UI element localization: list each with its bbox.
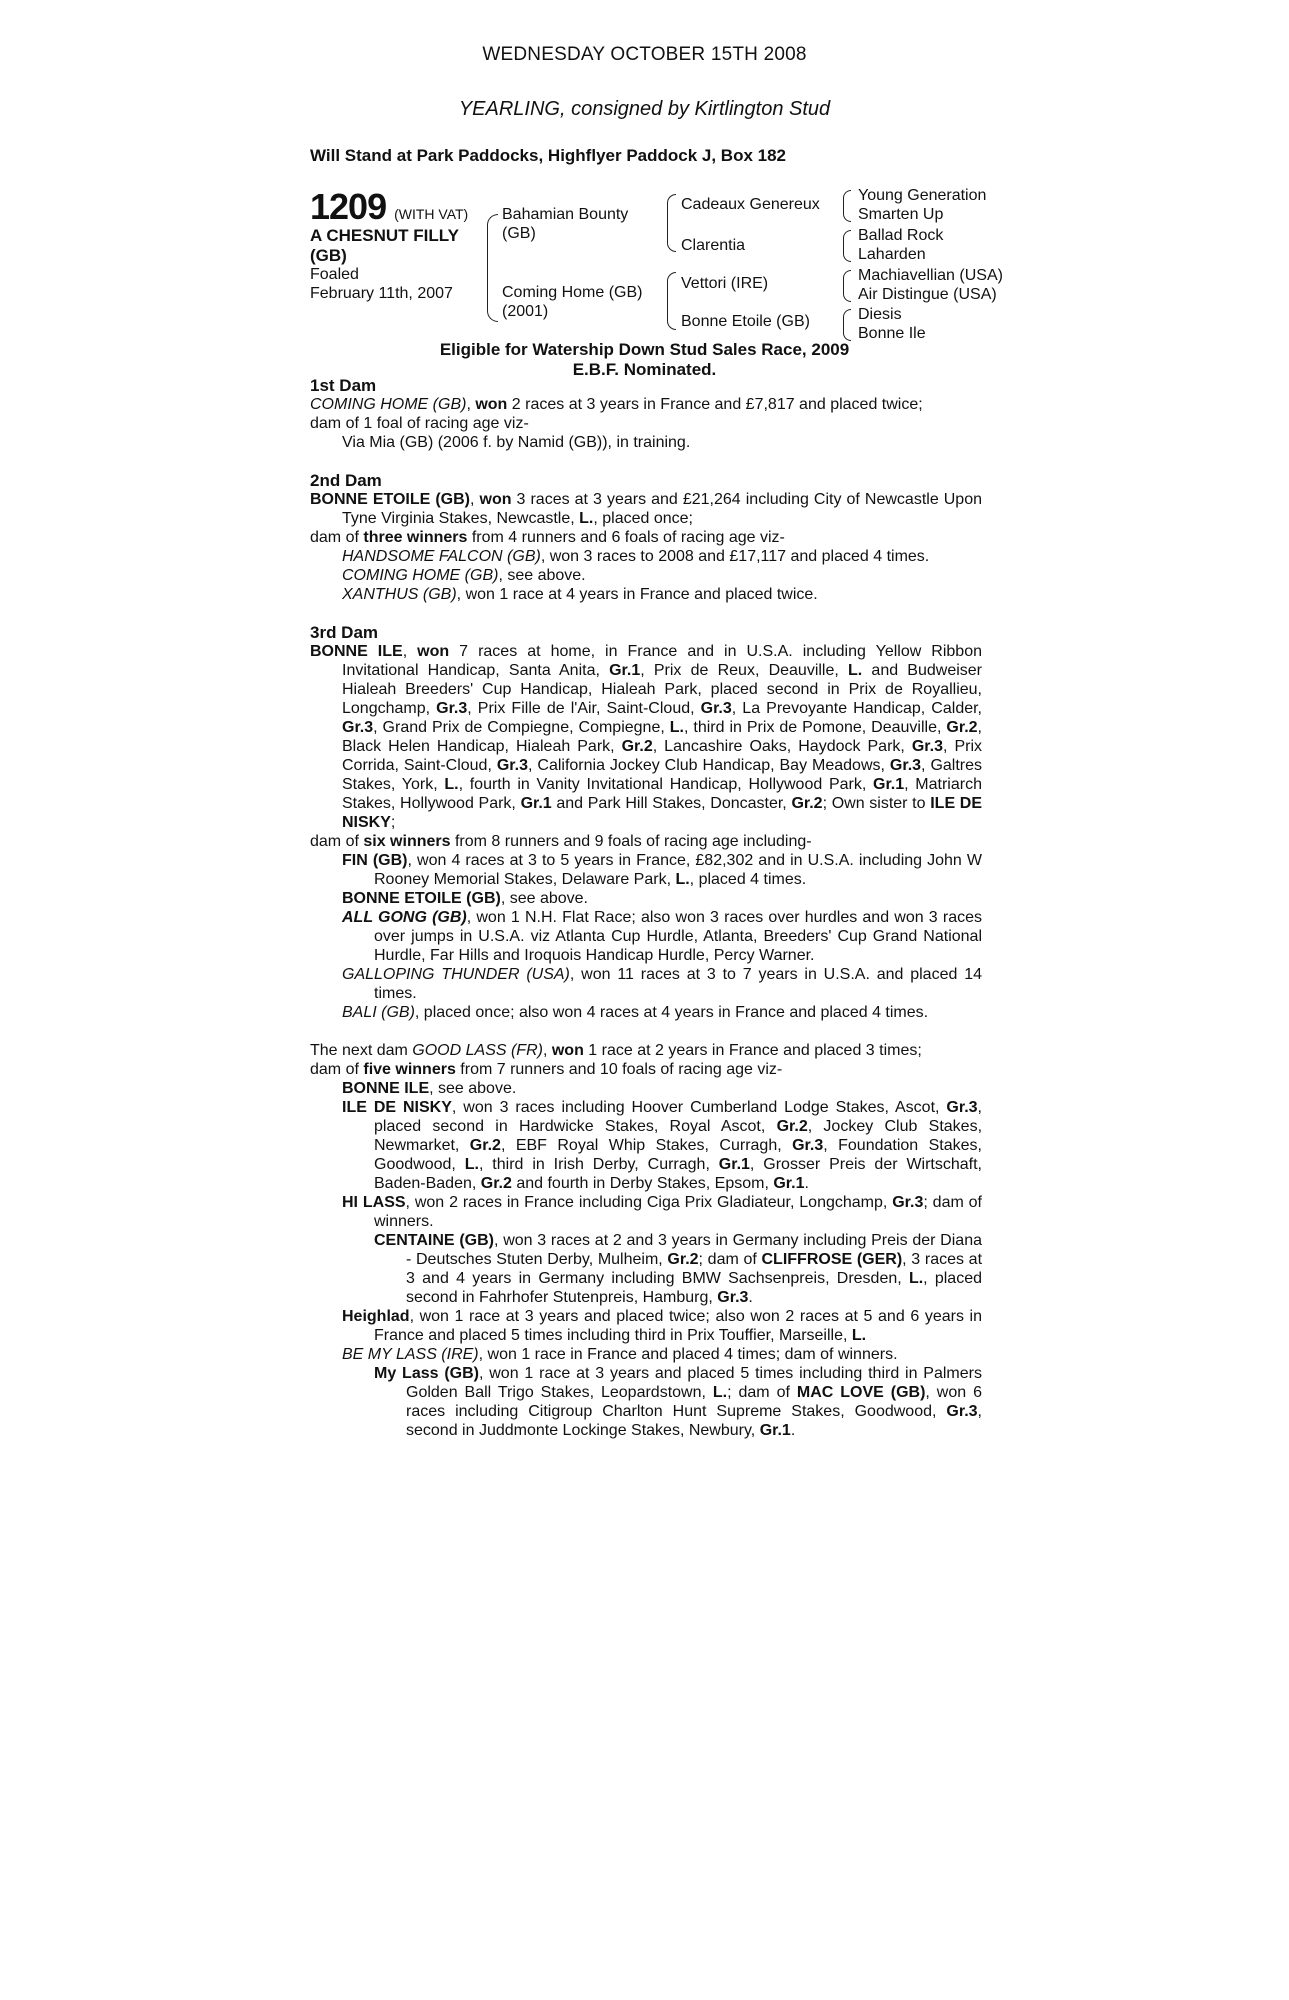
- foaled-info: [310, 265, 453, 303]
- next-dam-produce-item: Heighlad, won 1 race at 3 years and placed twice; also won 2 races at 5 and 6 years in France and placed 5 times including third in Prix Touffier, Marseille, L.: [342, 1308, 982, 1344]
- pedigree-bracket-parents: [487, 214, 498, 322]
- next-dam-produce-item: HI LASS, won 2 races in France including Ciga Prix Gladiateur, Longchamp, Gr.3; dam of winners.: [342, 1194, 983, 1230]
- sale-date: WEDNESDAY OCTOBER 15TH 2008: [482, 44, 807, 65]
- ebf-nominated: E.B.F. Nominated.: [572, 360, 717, 379]
- third-dam-produce-item: FIN (GB), won 4 races at 3 to 5 years in France, £82,302 and in U.S.A. including John W Rooney Memorial Stakes, Delaware Park, L., placed 4 times.: [342, 852, 982, 888]
- pedigree-bracket-sire: [667, 194, 676, 252]
- pedigree-bracket-ds: [843, 270, 851, 302]
- lot-description-line-1: A CHESNUT FILLY: [310, 226, 459, 245]
- next-dam-grandproduce-item: CENTAINE (GB), won 3 races at 2 and 3 years in Germany including Preis der Diana - Deutsches Stuten Derby, Mulheim, Gr.2; dam of CLIFFROSE (GER), 3 races at 3 and 4 years in Germany including BMW Sachsenpreis, Dresden, L., placed second in Fahrhofer Stutenpreis, Hamburg, Gr.3.: [374, 1232, 983, 1306]
- third-dam-entry: BONNE ILE, won 7 races at home, in France and in U.S.A. including Yellow Ribbon Invitational Handicap, Santa Anita, Gr.1, Prix de Reux, Deauville, L. and Budweiser Hialeah Breeders' Cup Handicap, Hialeah Park, placed second in Prix de Royallieu, Longchamp, Gr.3, Prix Fille de l'Air, Saint-Cloud, Gr.3, La Prevoyante Handicap, Calder, Gr.3, Grand Prix de Compiegne, Compiegne, L., third in Prix de Pomone, Deauville, Gr.2, Black Helen Handicap, Hialeah Park, Gr.2, Lancashire Oaks, Haydock Park, Gr.3, Prix Corrida, Saint-Cloud, Gr.3, California Jockey Club Handicap, Bay Meadows, Gr.3, Galtres Stakes, York, L., fourth in Vanity Invitational Handicap, Hollywood Park, Gr.1, Matriarch Stakes, Hollywood Park, Gr.1 and Park Hill Stakes, Doncaster, Gr.2; Own sister to ILE DE NISKY;: [310, 643, 983, 831]
- pedigree-bracket-sd: [843, 230, 851, 262]
- dam-name: Coming Home (GB): [502, 284, 643, 301]
- next-dam-produce-item: BONNE ILE, see above.: [342, 1080, 517, 1097]
- sire-dam: Clarentia: [681, 237, 746, 254]
- sire-name: Bahamian Bounty: [502, 206, 629, 223]
- lot-description: [310, 226, 480, 266]
- next-dam-entry: The next dam GOOD LASS (FR), won 1 race at 2 years in France and placed 3 times;: [310, 1042, 922, 1059]
- pedigree-dam: [502, 283, 642, 321]
- second-dam-produce-item: XANTHUS (GB), won 1 race at 4 years in France and placed twice.: [342, 586, 818, 603]
- vat-note: (WITH VAT): [394, 206, 469, 222]
- ds-dam: Air Distingue (USA): [858, 286, 997, 303]
- next-dam-produce-line: dam of five winners from 7 runners and 10 foals of racing age viz-: [310, 1061, 783, 1078]
- first-dam-heading: 1st Dam: [310, 376, 377, 395]
- eligibility-notes: [0, 340, 1289, 380]
- dam-year: (2001): [502, 303, 549, 320]
- third-dam-heading: 3rd Dam: [310, 623, 379, 642]
- third-dam-produce-item: BONNE ETOILE (GB), see above.: [342, 890, 588, 907]
- first-dam-entry: COMING HOME (GB), won 2 races at 3 years in France and £7,817 and placed twice;: [310, 396, 923, 413]
- next-dam-produce-item: BE MY LASS (IRE), won 1 race in France and placed 4 times; dam of winners.: [342, 1346, 898, 1363]
- second-dam-produce-item: COMING HOME (GB), see above.: [342, 567, 586, 584]
- sales-race-eligibility: Eligible for Watership Down Stud Sales Race, 2009: [439, 340, 850, 359]
- second-dam-produce-line: dam of three winners from 4 runners and 6 foals of racing age viz-: [310, 529, 785, 546]
- first-dam-produce-item: Via Mia (GB) (2006 f. by Namid (GB)), in training.: [342, 434, 691, 451]
- third-dam-produce-item: ALL GONG (GB), won 1 N.H. Flat Race; also won 3 races over hurdles and won 3 races over jumps in U.S.A. viz Atlanta Cup Hurdle, Atlanta, Breeders' Cup Grand National Hurdle, Far Hills and Iroquois Handicap Hurdle, Percy Warner.: [342, 909, 983, 964]
- third-dam-produce-line: dam of six winners from 8 runners and 9 foals of racing age including-: [310, 833, 812, 850]
- lot-number-line: [310, 186, 468, 228]
- pedigree-bracket-dam: [667, 272, 676, 330]
- stand-location: Will Stand at Park Paddocks, Highflyer Paddock J, Box 182: [310, 146, 786, 165]
- ds-sire: Machiavellian (USA): [858, 267, 1003, 284]
- third-dam-produce-item: BALI (GB), placed once; also won 4 races at 4 years in France and placed 4 times.: [342, 1004, 929, 1021]
- sd-sire: Ballad Rock: [858, 227, 944, 244]
- foaled-date: February 11th, 2007: [310, 285, 453, 302]
- first-dam-produce-line: dam of 1 foal of racing age viz-: [310, 415, 529, 432]
- dam-sire: Vettori (IRE): [681, 275, 769, 292]
- lot-number: 1209: [310, 186, 387, 227]
- third-dam-produce-item: GALLOPING THUNDER (USA), won 11 races at 3 to 7 years in U.S.A. and placed 14 times.: [342, 966, 982, 1002]
- foaled-label: Foaled: [310, 266, 359, 283]
- next-dam-produce-item: ILE DE NISKY, won 3 races including Hoover Cumberland Lodge Stakes, Ascot, Gr.3, placed second in Hardwicke Stakes, Royal Ascot, Gr.2, Jockey Club Stakes, Newmarket, Gr.2, EBF Royal Whip Stakes, Curragh, Gr.3, Foundation Stakes, Goodwood, L., third in Irish Derby, Curragh, Gr.1, Grosser Preis der Wirtschaft, Baden-Baden, Gr.2 and fourth in Derby Stakes, Epsom, Gr.1.: [342, 1099, 983, 1192]
- second-dam-heading: 2nd Dam: [310, 471, 382, 490]
- sire-suffix: (GB): [502, 225, 536, 242]
- lot-description-line-2: (GB): [310, 246, 347, 265]
- ss-dam: Smarten Up: [858, 206, 944, 223]
- pedigree-bracket-ss: [843, 190, 851, 222]
- sire-sire: Cadeaux Genereux: [681, 196, 820, 213]
- next-dam-grandproduce-item: My Lass (GB), won 1 race at 3 years and placed 5 times including third in Palmers Golden Ball Trigo Stakes, Leopardstown, L.; dam of MAC LOVE (GB), won 6 races including Citigroup Charlton Hunt Supreme Stakes, Goodwood, Gr.3, second in Juddmonte Lockinge Stakes, Newbury, Gr.1.: [374, 1365, 982, 1439]
- consignment-line: YEARLING, consigned by Kirtlington Stud: [458, 98, 831, 120]
- second-dam-produce-item: HANDSOME FALCON (GB), won 3 races to 2008 and £17,117 and placed 4 times.: [342, 548, 930, 565]
- dam-dam: Bonne Etoile (GB): [681, 313, 810, 330]
- pedigree-bracket-dd: [843, 309, 851, 341]
- catalogue-body: [310, 376, 982, 1440]
- dd-sire: Diesis: [858, 306, 902, 323]
- pedigree-sire: [502, 205, 628, 243]
- second-dam-entry: BONNE ETOILE (GB), won 3 races at 3 years and £21,264 including City of Newcastle Upon Tyne Virginia Stakes, Newcastle, L., placed once;: [310, 491, 982, 527]
- dd-dam: Bonne Ile: [858, 325, 926, 342]
- sd-dam: Laharden: [858, 246, 926, 263]
- ss-sire: Young Generation: [858, 187, 987, 204]
